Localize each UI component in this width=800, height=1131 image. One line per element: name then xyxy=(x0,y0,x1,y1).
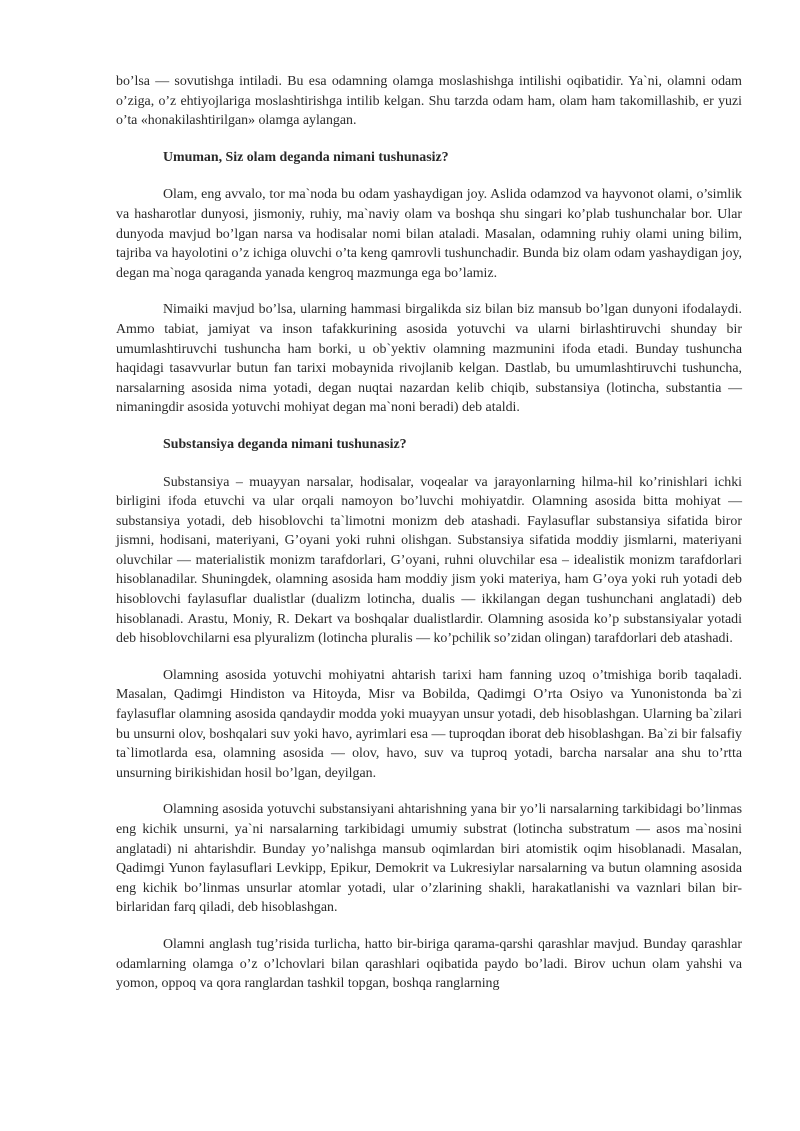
document-page xyxy=(116,72,742,1011)
paragraph-monizm-dualizm: Substansiya – muayyan narsalar, hodisalar, voqealar va jarayonlarning hilma-hil ko’rinishlari ichki birligini ifoda etuvchi va ular orqali namoyon bo’luvchi mohiyatdir. Olamning asosida bitta mohiyat — substansiya yotadi, deb hisoblovchi ta`limotni monizm deb atashadi. Faylasuflar substansiya sifatida biror jismni, hodisani, materiyani, G’oyani yoki ruhni olishgan. Substansiya sifatida moddiy jismlarni, materiyani oluvchilar — materialistik monizm tarafdorlari, G’oyani, ruhni oluvchilar esa – idealistik monizm tarafdorlari hisoblanadilar. Shuningdek, olamning asosida ham moddiy jism yoki materiya, ham G’oya yoki ruh yotadi deb hisoblovchi faylasuflar dualistlar (dualizm lotincha, dualis — ikkilangan degan tushunchani anglatadi) deb hisoblanadi. Arastu, Moniy, R. Dekart va boshqalar dualistlardir. Olamning asosida ko’p substansiyalar yotadi deb hisoblovchilarni esa plyuralizm (lotincha pluralis — ko’pchilik so’zidan olingan) tarafdorlari deb atashadi. xyxy=(116,474,742,647)
paragraph-history-elements: Olamning asosida yotuvchi mohiyatni ahtarish tarixi ham fanning uzoq o’tmishiga borib taqaladi. Masalan, Qadimgi Hindiston va Hitoyda, Misr va Bobilda, Qadimgi O’rta Osiyo va Yunonistonda ba`zi faylasuflar olamning asosida qandaydir modda yoki muayyan unsur yotadi, deb hisoblashgan. Ularning ba`zilari bu unsurni olov, boshqalari suv yoki havo, ayrimlari esa — tuproqdan iborat deb hisoblashgan. Ba`zi bir falsafiy ta`limotlarda esa, olamning asosida — olov, havo, suv va tuproq yotadi, barcha narsalar ana shu to’rtta unsurning birikishidan hosil bo’lgan, deyilgan. xyxy=(116,667,742,781)
paragraph-substansiya-origin: Nimaiki mavjud bo’lsa, ularning hammasi birgalikda siz bilan biz mansub bo’lgan dunyoni ifodalaydi. Ammo tabiat, jamiyat va inson tafakkurining asosida yotuvchi va ularni birlashtiruvchi shunday bir umumlashtiruvchi tushuncha ham borki, u ob`yektiv olamning mazmunini ifoda etadi. Bunday tushuncha haqidagi tasavvurlar butun fan tarixi mobaynida rivojlanib kelgan. Dastlab, bu umumlashtiruvchi tushuncha, narsalarning asosida nima yotadi, degan nuqtai nazardan kelib chiqib, substansiya (lotincha, substantia — nimaningdir asosida yotuvchi mohiyat degan ma`noni beradi) deb ataldi. xyxy=(116,302,742,416)
paragraph-olam-definition: Olam, eng avvalo, tor ma`noda bu odam yashaydigan joy. Aslida odamzod va hayvonot olami, o’simlik va hasharotlar dunyosi, jismoniy, ruhiy, ma`naviy olam va boshqa shu singari ko’plab tushunchalar bor. Ular dunyoda mavjud bo’lgan narsa va hodisalar nomi bilan ataladi. Masalan, odamning ruhiy olami uning bilim, tajriba va hayolotini o’z ichiga oluvchi o’ta keng qamrovli tushunchadir. Bunda biz olam odam yashaydigan joy, degan ma`noga qaraganda yanada kengroq mazmunga ega bo’lamiz. xyxy=(116,187,742,281)
paragraph-continuation: bo’lsa — sovutishga intiladi. Bu esa odamning olamga moslashishga intilishi oqibatidir. Ya`ni, olamni odam o’ziga, o’z ehtiyojlariga moslashtirishga intilib kelgan. Shu tarzda odam ham, olam ham takomillashib, er yuzi o’ta «honakilashtirilgan» olamga aylangan. xyxy=(116,74,742,129)
paragraph-olam-views: Olamni anglash tug’risida turlicha, hatto bir-biriga qarama-qarshi qarashlar mavjud. Bunday qarashlar odamlarning olamga o’z o’lchovlari bilan qarashlari oqibatida paydo bo’ladi. Birov uchun olam yahshi va yomon, oppoq va qora ranglardan tashkil topgan, boshqa ranglarning xyxy=(116,936,742,992)
paragraph-atomism: Olamning asosida yotuvchi substansiyani ahtarishning yana bir yo’li narsalarning tarkibidagi bo’linmas eng kichik unsurni, ya`ni narsalarning tarkibidagi umumiy substrat (lotincha substratum — asos ma`nosini anglatadi) ni ahtarishdir. Bunday yo’nalishga mansub oqimlardan biri atomistik oqim hisoblanadi. Masalan, Qadimgi Yunon faylasuflari Levkipp, Epikur, Demokrit va Lukresiylar narsalarning va butun olamning asosida eng kichik bo’linmas unsurlar atomlar yotadi, ular o’zlarining shakli, harakatlanishi va vaznlari bilan bir-birlaridan farq qiladi, deb hisoblashgan. xyxy=(116,802,742,916)
question-heading-olam: Umuman, Siz olam deganda nimani tushunasiz? xyxy=(163,149,449,165)
question-heading-substansiya: Substansiya deganda nimani tushunasiz? xyxy=(163,436,407,452)
